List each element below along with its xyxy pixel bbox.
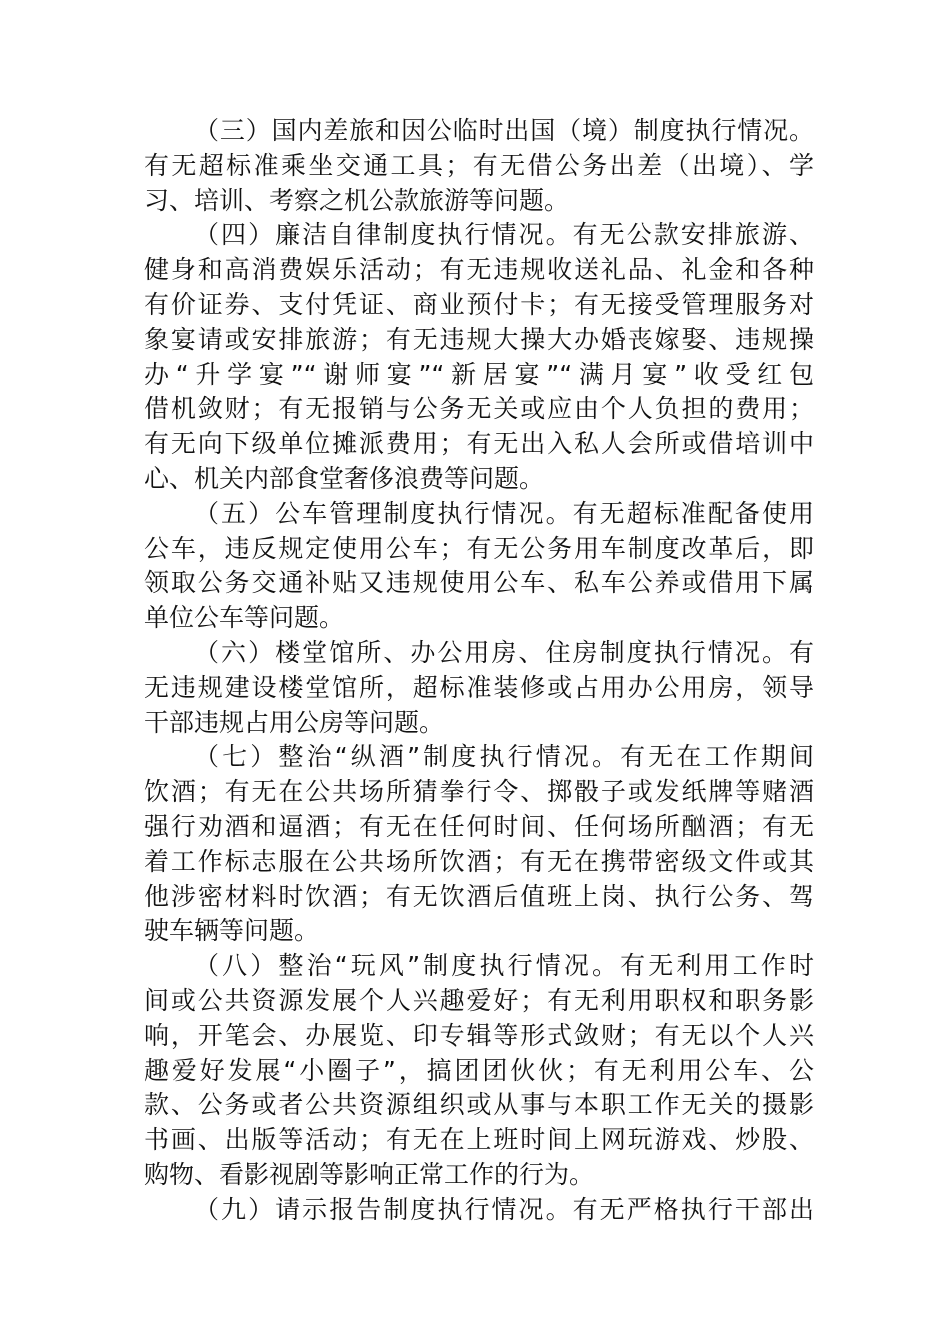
paragraph-line: 间或公共资源发展个人兴趣爱好；有无利用职权和职务影 [144, 985, 814, 1015]
paragraph-line: 办“升学宴”“谢师宴”“新居宴”“满月宴”收受红包 [144, 359, 814, 389]
paragraph-line: 健身和高消费娱乐活动；有无违规收送礼品、礼金和各种 [144, 255, 814, 285]
paragraph-line: （七）整治“纵酒”制度执行情况。有无在工作期间 [194, 742, 814, 772]
paragraph-4 [144, 218, 814, 496]
paragraph-line: （五）公车管理制度执行情况。有无超标准配备使用 [194, 498, 814, 528]
paragraph-line: 响，开笔会、办展览、印专辑等形式敛财；有无以个人兴 [144, 1020, 814, 1050]
paragraph-3 [144, 114, 814, 218]
paragraph-line: 心、机关内部食堂奢侈浪费等问题。 [144, 463, 545, 493]
paragraph-line: 强行劝酒和逼酒；有无在任何时间、任何场所酗酒；有无 [144, 811, 814, 841]
paragraph-line: 书画、出版等活动；有无在上班时间上网玩游戏、炒股、 [144, 1125, 814, 1155]
paragraph-line: 无违规建设楼堂馆所，超标准装修或占用办公用房，领导 [144, 672, 814, 702]
paragraph-line: 领取公务交通补贴又违规使用公车、私车公养或借用下属 [144, 568, 814, 598]
paragraph-line: 公车，违反规定使用公车；有无公务用车制度改革后，即 [144, 533, 814, 563]
paragraph-5 [144, 497, 814, 636]
paragraph-line: （六）楼堂馆所、办公用房、住房制度执行情况。有 [194, 637, 814, 667]
paragraph-line: 干部违规占用公房等问题。 [144, 707, 445, 737]
paragraph-line: 象宴请或安排旅游；有无违规大操大办婚丧嫁娶、违规操 [144, 324, 814, 354]
paragraph-line: 购物、看影视剧等影响正常工作的行为。 [144, 1159, 595, 1189]
paragraph-line: 有价证券、支付凭证、商业预付卡；有无接受管理服务对 [144, 289, 814, 319]
paragraph-line: 单位公车等问题。 [144, 603, 345, 633]
paragraph-8 [144, 949, 814, 1193]
paragraph-line: 款、公务或者公共资源组织或从事与本职工作无关的摄影 [144, 1090, 814, 1120]
paragraph-line: 有无超标准乘坐交通工具；有无借公务出差（出境）、学 [144, 150, 814, 180]
paragraph-line: （三）国内差旅和因公临时出国（境）制度执行情况。 [194, 116, 814, 145]
paragraph-line: （四）廉洁自律制度执行情况。有无公款安排旅游、 [194, 220, 814, 250]
document-body [144, 114, 814, 1228]
paragraph-line: 有无向下级单位摊派费用；有无出入私人会所或借培训中 [144, 429, 814, 459]
paragraph-line: 习、培训、考察之机公款旅游等问题。 [144, 185, 570, 215]
paragraph-6 [144, 636, 814, 740]
paragraph-line: 饮酒；有无在公共场所猜拳行令、掷骰子或发纸牌等赌酒 [144, 777, 814, 807]
paragraph-line: 他涉密材料时饮酒；有无饮酒后值班上岗、执行公务、驾 [144, 881, 814, 911]
paragraph-line: 着工作标志服在公共场所饮酒；有无在携带密级文件或其 [144, 846, 814, 876]
paragraph-line: 驶车辆等问题。 [144, 916, 320, 946]
paragraph-line: （八）整治“玩风”制度执行情况。有无利用工作时 [194, 951, 814, 981]
paragraph-7 [144, 740, 814, 949]
paragraph-line: （九）请示报告制度执行情况。有无严格执行干部出 [194, 1194, 814, 1224]
paragraph-line: 趣爱好发展“小圈子”，搞团团伙伙；有无利用公车、公 [144, 1055, 814, 1085]
paragraph-line: 借机敛财；有无报销与公务无关或应由个人负担的费用； [144, 394, 814, 424]
paragraph-9 [144, 1193, 814, 1228]
